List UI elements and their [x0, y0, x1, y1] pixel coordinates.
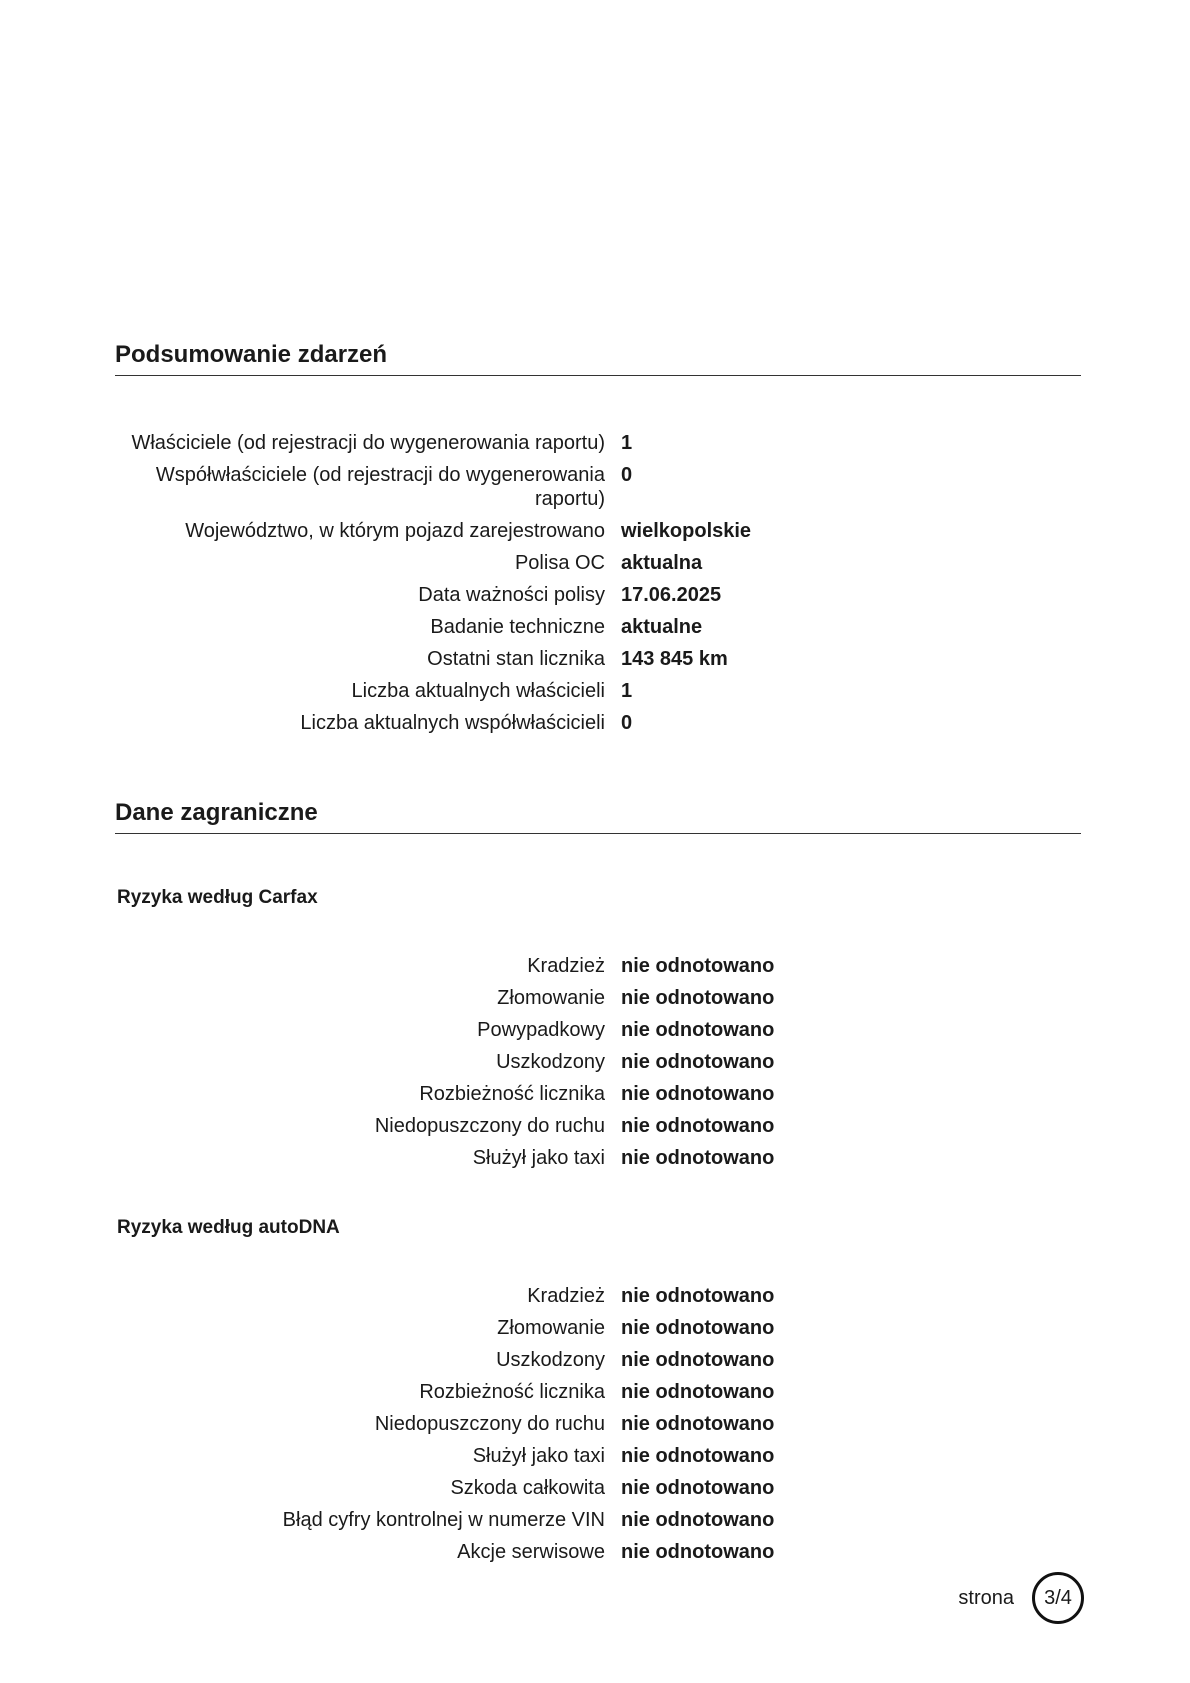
carfax-row-label: Służył jako taxi: [472, 1147, 605, 1169]
autodna-row: [115, 1348, 1081, 1372]
carfax-row-label: Niedopuszczony do ruchu: [374, 1115, 605, 1137]
carfax-row-label: Rozbieżność licznika: [419, 1083, 605, 1105]
summary-row-value: aktualne: [621, 616, 703, 638]
carfax-row-label: Uszkodzony: [496, 1051, 605, 1073]
summary-row-value: 0: [621, 464, 633, 486]
summary-row-label: Polisa OC: [514, 552, 605, 574]
autodna-row: [115, 1540, 1081, 1564]
summary-row-label: Województwo, w którym pojazd zarejestrowano: [185, 520, 605, 542]
autodna-row: [115, 1476, 1081, 1500]
autodna-row: [115, 1444, 1081, 1468]
summary-list: [115, 431, 1081, 743]
summary-row-value: 1: [621, 680, 633, 702]
autodna-row-value: nie odnotowano: [621, 1349, 775, 1371]
carfax-row-label: Złomowanie: [497, 987, 605, 1009]
autodna-row-label: Uszkodzony: [496, 1349, 605, 1371]
autodna-row: [115, 1508, 1081, 1532]
autodna-row: [115, 1284, 1081, 1308]
summary-row-label: Liczba aktualnych właścicieli: [351, 680, 605, 702]
summary-row: [115, 583, 1081, 607]
carfax-row: [115, 1018, 1081, 1042]
summary-row-label: Badanie techniczne: [430, 616, 605, 638]
autodna-row-value: nie odnotowano: [621, 1509, 775, 1531]
autodna-row-label: Szkoda całkowita: [450, 1477, 605, 1499]
summary-row-label: Właściciele (od rejestracji do wygenerowania raportu): [131, 432, 605, 454]
autodna-row-value: nie odnotowano: [621, 1541, 775, 1563]
carfax-row-value: nie odnotowano: [621, 955, 775, 977]
carfax-row-value: nie odnotowano: [621, 1083, 775, 1105]
summary-row-label: Data ważności polisy: [418, 584, 605, 606]
autodna-row-value: nie odnotowano: [621, 1477, 775, 1499]
autodna-row-label: Niedopuszczony do ruchu: [374, 1413, 605, 1435]
summary-row-value: 143 845 km: [621, 648, 728, 670]
carfax-row: [115, 1146, 1081, 1170]
autodna-row-label: Rozbieżność licznika: [419, 1381, 605, 1403]
carfax-row: [115, 1114, 1081, 1138]
autodna-row-label: Akcje serwisowe: [457, 1541, 605, 1563]
page-number-badge: 3/4: [1032, 1572, 1084, 1624]
summary-row-value: wielkopolskie: [621, 520, 752, 542]
carfax-subsection-title: Ryzyka według Carfax: [117, 887, 318, 908]
autodna-subsection-title: Ryzyka według autoDNA: [117, 1217, 340, 1238]
summary-row: [115, 431, 1081, 455]
autodna-row-value: nie odnotowano: [621, 1445, 775, 1467]
autodna-row: [115, 1316, 1081, 1340]
summary-row-label: Ostatni stan licznika: [427, 648, 605, 670]
carfax-row-label: Kradzież: [527, 955, 605, 977]
summary-row: [115, 615, 1081, 639]
summary-row-value: 0: [621, 712, 633, 734]
summary-row-value: 1: [621, 432, 633, 454]
carfax-row-value: nie odnotowano: [621, 1115, 775, 1137]
carfax-row-value: nie odnotowano: [621, 1051, 775, 1073]
summary-row: [115, 647, 1081, 671]
summary-row: [115, 519, 1081, 543]
carfax-row-label: Powypadkowy: [477, 1019, 605, 1041]
summary-row-value: aktualna: [621, 552, 703, 574]
summary-row: [115, 463, 1081, 511]
autodna-row: [115, 1412, 1081, 1436]
autodna-row-label: Błąd cyfry kontrolnej w numerze VIN: [282, 1509, 605, 1531]
summary-row: [115, 679, 1081, 703]
summary-row-value: 17.06.2025: [621, 584, 722, 606]
autodna-row-value: nie odnotowano: [621, 1413, 775, 1435]
page-footer: [958, 1572, 1084, 1624]
carfax-row: [115, 1082, 1081, 1106]
foreign-section-title: Dane zagraniczne: [115, 799, 1081, 834]
carfax-row: [115, 986, 1081, 1010]
autodna-row-label: Kradzież: [527, 1285, 605, 1307]
page-label: strona: [958, 1586, 1014, 1609]
carfax-row: [115, 1050, 1081, 1074]
autodna-row: [115, 1380, 1081, 1404]
carfax-row: [115, 954, 1081, 978]
autodna-list: [115, 1284, 1081, 1572]
autodna-row-value: nie odnotowano: [621, 1285, 775, 1307]
carfax-row-value: nie odnotowano: [621, 1019, 775, 1041]
summary-section-title: Podsumowanie zdarzeń: [115, 341, 1081, 376]
autodna-row-value: nie odnotowano: [621, 1381, 775, 1403]
autodna-row-label: Służył jako taxi: [472, 1445, 605, 1467]
summary-row-label: Współwłaściciele (od rejestracji do wygenerowania raportu): [155, 464, 605, 510]
summary-row: [115, 711, 1081, 735]
carfax-list: [115, 954, 1081, 1178]
summary-row-label: Liczba aktualnych współwłaścicieli: [300, 712, 605, 734]
autodna-row-label: Złomowanie: [497, 1317, 605, 1339]
carfax-row-value: nie odnotowano: [621, 987, 775, 1009]
autodna-row-value: nie odnotowano: [621, 1317, 775, 1339]
carfax-row-value: nie odnotowano: [621, 1147, 775, 1169]
summary-row: [115, 551, 1081, 575]
